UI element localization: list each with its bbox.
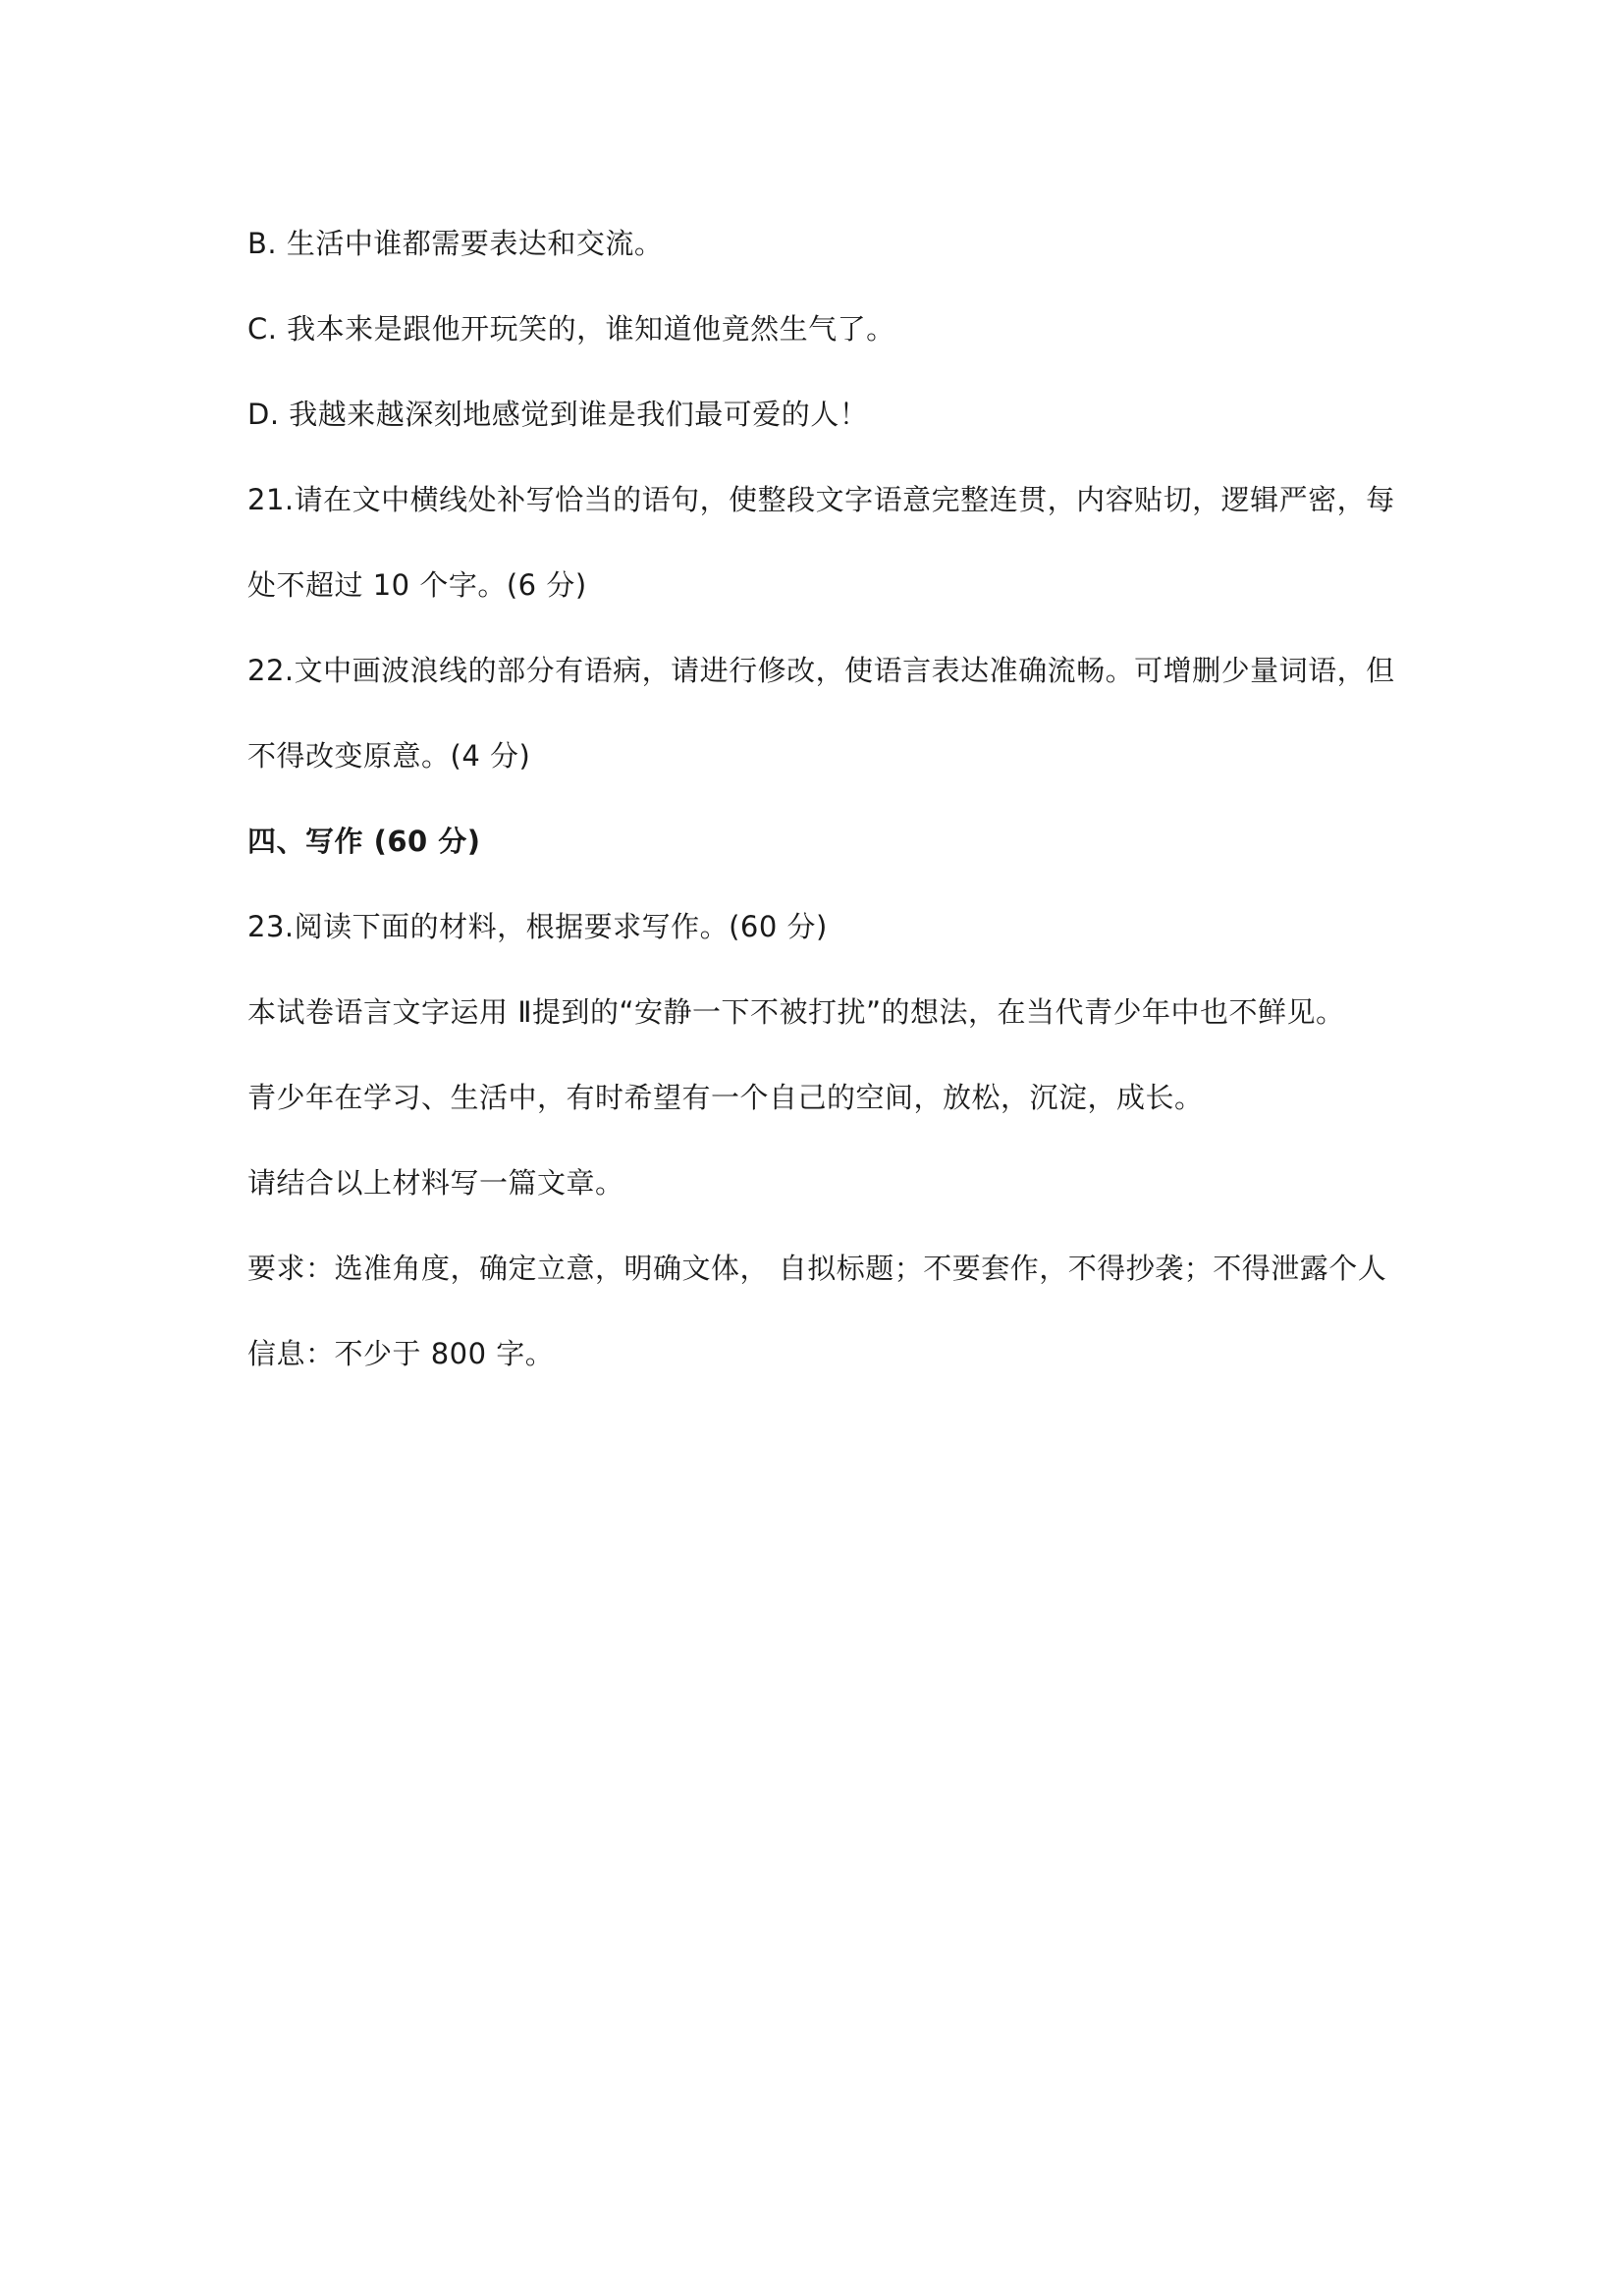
option-c: C. 我本来是跟他开玩笑的，谁知道他竟然生气了。 [247, 312, 895, 346]
material-line-3: 请结合以上材料写一篇文章。 [247, 1166, 624, 1200]
question-21-line-2: 处不超过 10 个字。(6 分) [247, 568, 587, 602]
option-d: D. 我越来越深刻地感觉到谁是我们最可爱的人！ [247, 398, 869, 431]
requirement-line-2: 信息：不少于 800 字。 [247, 1337, 555, 1370]
section-heading-writing: 四、写作 (60 分) [247, 825, 481, 858]
question-21-line-1: 21.请在文中横线处补写恰当的语句，使整段文字语意完整连贯，内容贴切，逻辑严密，每 [247, 483, 1395, 516]
question-22-line-2: 不得改变原意。(4 分) [247, 739, 531, 773]
question-23: 23.阅读下面的材料，根据要求写作。(60 分) [247, 910, 828, 943]
requirement-line-1: 要求：选准角度，确定立意，明确文体， 自拟标题；不要套作，不得抄袭；不得泄露个人 [247, 1252, 1387, 1285]
material-line-2: 青少年在学习、生活中，有时希望有一个自己的空间，放松，沉淀，成长。 [247, 1081, 1204, 1114]
question-22-line-1: 22.文中画波浪线的部分有语病，请进行修改，使语言表达准确流畅。可增删少量词语，但 [247, 654, 1395, 687]
material-line-1: 本试卷语言文字运用 Ⅱ提到的“安静一下不被打扰”的想法，在当代青少年中也不鲜见。 [247, 995, 1345, 1029]
option-b: B. 生活中谁都需要表达和交流。 [247, 227, 664, 260]
